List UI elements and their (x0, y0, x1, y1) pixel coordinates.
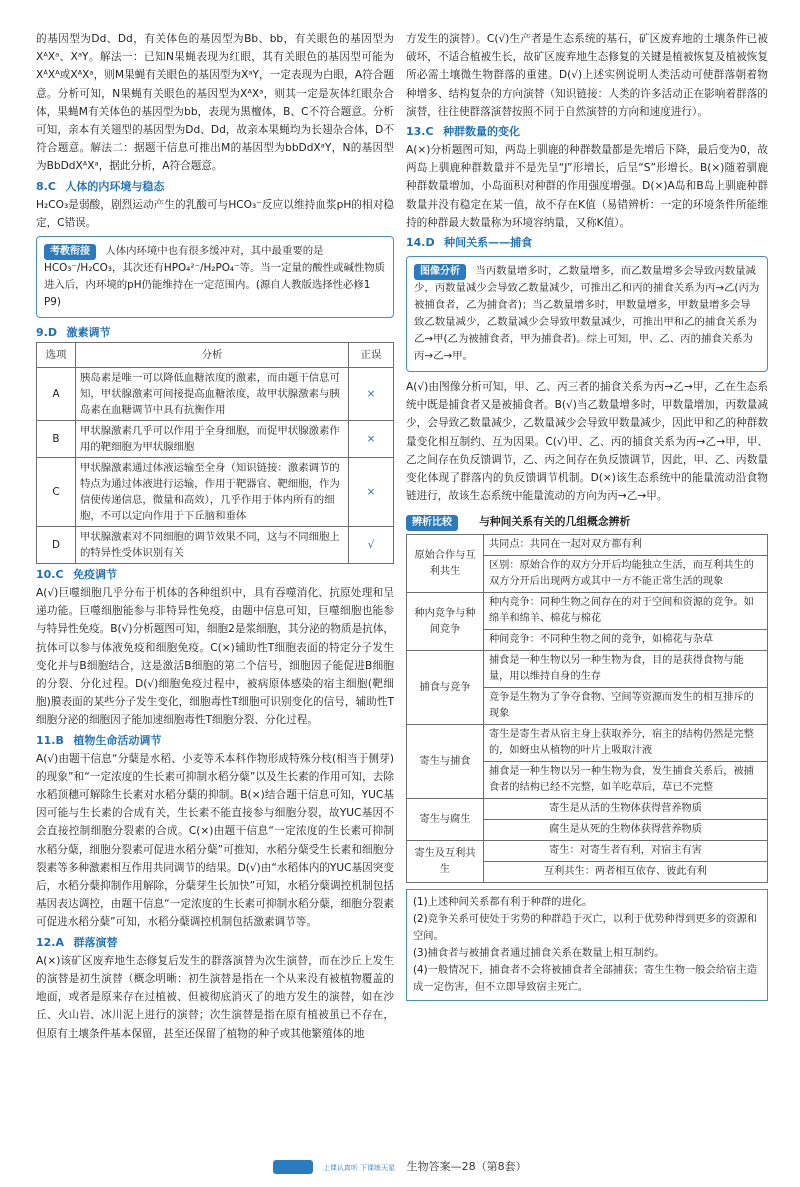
question-topic: 激素调节 (66, 326, 111, 340)
group-label: 寄生及互利共生 (407, 841, 484, 883)
row-mark: √ (349, 527, 394, 564)
row-mark: × (349, 458, 394, 527)
footer-page-label: 生物答案—28（第8套） (406, 1160, 527, 1173)
row-analysis: 甲状腺激素通过体液运输至全身（知识链接：激素调节的特点为通过体液进行运输，作用于靶器官、靶细胞，作为信使传递信息，微量和高效），几乎作用于体内所有的细胞，不可以定向作用于下丘脑和垂体 (76, 458, 349, 527)
right-column (406, 30, 768, 1150)
exam-link-text: 人体内环境中也有很多缓冲对，其中最重要的是HCO₃⁻/H₂CO₃，其次还有HPO₄²⁻/H₂PO₄⁻等。当一定量的酸性或碱性物质进入后，内环境的pH仍能维持在一定范围内。(源自人教版选择性必修1 P9) (44, 245, 386, 309)
group-item: 寄生是从活的生物体获得营养物质 (484, 799, 768, 820)
group-item: 腐生是从死的生物体获得营养物质 (484, 820, 768, 841)
question-number: 10.C (36, 568, 64, 582)
question-10-explanation: A(√)巨噬细胞几乎分布于机体的各种组织中，具有吞噬消化、抗原处理和呈递功能。巨噬细胞能参与非特异性免疫，由题中信息可知，巨噬细胞也能参与特异性免疫。B(√)分析题图可知，细胞2是浆细胞，其分泌的物质是抗体，抗体可以参与体液免疫和细胞免疫。C(×)辅助性T细胞表面的特定分子发生变化并与B细胞结合，这是激活B细胞的第二个信号，细胞因子能促进B细胞的分裂、分化过程。D(√)细胞免疫过程中，被病原体感染的宿主细胞(靶细胞)膜表面的某些分子发生变化，细胞毒性T细胞可识别变化的信号，辅助性T细胞分泌的细胞因子能加速细胞毒性T细胞分裂、分化过程。 (36, 587, 394, 727)
row-analysis: 胰岛素是唯一可以降低血糖浓度的激素，而由题干信息可知，甲状腺激素可间接提高血糖浓度，故甲状腺激素与胰岛素在血糖调节中具有抗衡作用 (76, 368, 349, 421)
row-option: D (37, 527, 76, 564)
question-number: 9.D (36, 326, 57, 340)
group-item: 捕食是一种生物以另一种生物为食，发生捕食关系后，被捕食者的结构已经不完整，如羊吃草后，草已不完整 (484, 762, 768, 799)
table-row (37, 458, 394, 527)
page-footer (0, 1158, 800, 1174)
table-row (407, 651, 768, 688)
comparison-tag: 辨析比较 (406, 515, 458, 531)
question-11-explanation: A(√)由题干信息“分蘖是水稻、小麦等禾本科作物形成特殊分枝(相当于侧芽)的现象”和“一定浓度的生长素可抑制水稻分蘖”以及生长素的作用可知，去除水稻顶穗可解除生长素对水稻分蘖的抑制。B(×)结合题干信息可知，YUC基因可能与生长素的合成有关，生长素不能直接参与细胞分裂，故YUC基因不会直接控制细胞分裂素的合成。C(×)由题干信息“一定浓度的生长素可抑制水稻分蘖，细胞分裂素可促进水稻分蘖”可推知，水稻分蘖受生长素和细胞分裂素等多种激素相互作用共同调节的结果。D(√)由“水稻体内的YUC基因突变后，水稻分蘖抑制作用解除，分蘖芽生长加快”可知，水稻分蘖调控机制包括基因表达调控，由题干信息“一定浓度的生长素可抑制水稻分蘖，细胞分裂素可促进水稻分蘖”可知，水稻分蘖调控机制包括激素调节等。 (36, 752, 394, 929)
group-item: 互利共生：两者相互依存、彼此有利 (484, 862, 768, 883)
header-option: 选项 (37, 343, 76, 368)
question-number: 11.B (36, 733, 64, 747)
question-12-header (36, 934, 394, 952)
exam-link-box (36, 236, 394, 318)
group-item: 共同点：共同在一起对双方都有利 (484, 535, 768, 556)
group-item: 捕食是一种生物以另一种生物为食，目的是获得食物与能量，用以维持自身的生存 (484, 651, 768, 688)
row-mark: × (349, 421, 394, 458)
group-item: 寄生是寄生者从宿主身上获取养分，宿主的结构仍然是完整的，如蚜虫从植物的叶片上吸取汁液 (484, 725, 768, 762)
question-number: 12.A (36, 935, 64, 949)
question-9-header (36, 324, 394, 342)
paragraph-q7-answer: 的基因型为Dd、Dd，有关体色的基因型为Bb、bb，有关眼色的基因型为XᴬXᵃ、XᵃY。解法一：已知N果蝇表现为红眼，其有关眼色的基因型可能为XᴬXᴬ或XᴬXᵃ，则M果蝇有关眼色的基因型为XᵃY，一定表现为白眼，A符合题意。分析可知，N果蝇有关眼色的基因型为XᴬXᵃ，则其一定是灰体红眼杂合体，果蝇M有关体色的基因型为bb，表现为黑檀体，B、C不符合题意。分析可知，亲本有关翅型的基因型为Dd、Dd，故亲本果蝇均为长翅杂合体，D不符合题意。解法二：据题干信息可推出M的基因型为bbDdXᵃY，N的基因型为BbDdXᴬXᵃ，据此分析，A符合题意。 (36, 33, 394, 173)
header-judgment: 正误 (349, 343, 394, 368)
question-number: 8.C (36, 179, 56, 193)
table-row (37, 527, 394, 564)
question-topic: 种间关系——捕食 (444, 236, 533, 250)
comparison-table (406, 534, 768, 883)
question-14-header (406, 234, 768, 252)
group-label: 寄生与腐生 (407, 799, 484, 841)
table-row (407, 799, 768, 820)
row-option: B (37, 421, 76, 458)
table-row (407, 593, 768, 630)
comparison-header (406, 510, 768, 531)
exam-link-tag: 考教衔接 (44, 244, 96, 260)
note-item: (2)竞争关系可使处于劣势的种群趋于灭亡，以利于优势种得到更多的资源和空间。 (413, 913, 758, 943)
question-topic: 人体的内环境与稳态 (65, 179, 165, 193)
note-item: (3)捕食者与被捕食者通过捕食关系在数量上相互制约。 (413, 947, 665, 960)
question-8-explanation: H₂CO₃是弱酸，剧烈运动产生的乳酸可与HCO₃⁻反应以维持血浆pH的相对稳定，C错误。 (36, 198, 394, 229)
group-item: 竞争是生物为了争夺食物、空间等资源而发生的相互排斥的现象 (484, 688, 768, 725)
group-item: 区别：原始合作的双方分开后均能独立生活，而互利共生的双方分开后出现两方或其中一方不能正常生活的现象 (484, 556, 768, 593)
question-14-explanation: A(√)由图像分析可知，甲、乙、丙三者的捕食关系为丙→乙→甲，乙在生态系统中既是捕食者又是被捕食者。B(√)当乙数量增多时，甲数量增加，丙数量减少，会导致乙数量减少，乙数量减少会导致甲数量减少，因此甲和乙的种群数量变化相互制约、互为因果。C(√)甲、乙、丙的捕食关系为丙→乙→甲，甲、乙之间存在负反馈调节，乙、丙之间存在负反馈调节，因此，甲、乙、丙数量变化体现了群落内的负反馈调节机制。D(×)该生态系统中的能量流动沿食物链进行，故该生态系统中能量流动的方向为丙→乙→甲。 (406, 381, 768, 503)
note-item: (4)一般情况下，捕食者不会将被捕食者全部捕获；寄生生物一般会给宿主造成一定伤害，但不立即导致宿主死亡。 (413, 964, 758, 994)
row-analysis: 甲状腺激素对不同细胞的调节效果不同，这与不同细胞上的特异性受体识别有关 (76, 527, 349, 564)
analysis-table (36, 342, 394, 564)
row-option: C (37, 458, 76, 527)
question-12-explanation: A(×)该矿区废弃地生态修复后发生的群落演替为次生演替，而在沙丘上发生的演替是初生演替（概念明晰：初生演替是指在一个从来没有被植物覆盖的地面，或者是原来存在过植被、但被彻底消灭了的地方发生的演替，如在沙丘、火山岩、冰川泥上进行的演替；次生演替是指在原有植被虽已不存在，但原有土壤条件基本保留，甚至还保留了植物的种子或其他繁殖体的地 (36, 954, 394, 1040)
image-analysis-box (406, 256, 768, 372)
group-item: 种内竞争：同种生物之间存在的对于空间和资源的竞争。如绵羊和绵羊、棉花与棉花 (484, 593, 768, 630)
table-header-row (37, 343, 394, 368)
comparison-title: 与种间关系有关的几组概念辨析 (479, 515, 631, 529)
group-label: 种内竞争与种间竞争 (407, 593, 484, 651)
question-topic: 群落演替 (73, 935, 118, 949)
question-12-continued: 方发生的演替）。C(√)生产者是生态系统的基石，矿区废弃地的土壤条件已被破坏，不适合植被生长，故矿区废弃地生态修复的关键是植被恢复及植被恢复所必需土壤微生物群落的重建。D(√)上述实例说明人类活动可使群落朝着物种增多、结构复杂的方向演替（知识链接：人类的许多活动正在影响着群落的演替，往往使群落演替按照不同于自然演替的方向和速度进行）。 (406, 33, 768, 118)
header-analysis: 分析 (76, 343, 349, 368)
question-11-header (36, 732, 394, 750)
question-topic: 植物生命活动调节 (73, 733, 162, 747)
table-row (407, 841, 768, 862)
table-row (407, 535, 768, 556)
image-analysis-text: 当丙数量增多时，乙数量增多，而乙数量增多会导致丙数量减少，丙数量减少会导致乙数量减少，可推出乙和丙的捕食关系为丙→乙(丙为被捕食者，乙为捕食者)；当乙数量增多时，甲数量增多，甲数量增多会导致乙数量减少，乙数量减少会导致甲数量减少，可推出甲和乙的捕食关系为乙→甲(乙为被捕食者，甲为捕食者)。综上可知，甲、乙、丙的捕食关系为丙→乙→甲。 (414, 265, 760, 363)
table-row (37, 368, 394, 421)
left-column (36, 30, 394, 1150)
row-mark: × (349, 368, 394, 421)
footer-logo-text: 上课认真听 下课练天星 (322, 1164, 396, 1172)
row-analysis: 甲状腺激素几乎可以作用于全身细胞，而促甲状腺激素作用的靶细胞为甲状腺细胞 (76, 421, 349, 458)
question-topic: 种群数量的变化 (443, 125, 521, 139)
question-10-header (36, 566, 394, 584)
question-topic: 免疫调节 (73, 568, 118, 582)
question-13-header (406, 123, 768, 141)
group-label: 寄生与捕食 (407, 725, 484, 799)
group-label: 原始合作与互利共生 (407, 535, 484, 593)
image-analysis-tag: 图像分析 (414, 264, 466, 280)
table-row (37, 421, 394, 458)
question-13-explanation: A(×)分析题图可知，两岛上驯鹿的种群数量都是先增后下降，最后变为0，故两岛上驯鹿种群数量并不是先呈“J”形增长，后呈“S”形增长。B(×)随着驯鹿种群数量增加，小岛面积对种群的作用强度增强。D(×)A岛和B岛上驯鹿种群数量并没有稳定在某一值，故不存在K值（易错辨析：一定的环境条件所能维持的种群最大数量称为环境容纳量，又称K值）。 (406, 144, 768, 229)
question-number: 13.C (406, 125, 434, 139)
row-option: A (37, 368, 76, 421)
question-number: 14.D (406, 236, 435, 250)
group-label: 捕食与竞争 (407, 651, 484, 725)
publisher-logo-icon (273, 1160, 313, 1174)
question-8-header (36, 178, 394, 196)
group-item: 寄生：对寄生者有利，对宿主有害 (484, 841, 768, 862)
note-item: (1)上述种间关系都有利于种群的进化。 (413, 896, 593, 909)
notes-box (406, 889, 768, 1001)
group-item: 种间竞争：不同种生物之间的竞争，如棉花与杂草 (484, 630, 768, 651)
table-row (407, 725, 768, 762)
